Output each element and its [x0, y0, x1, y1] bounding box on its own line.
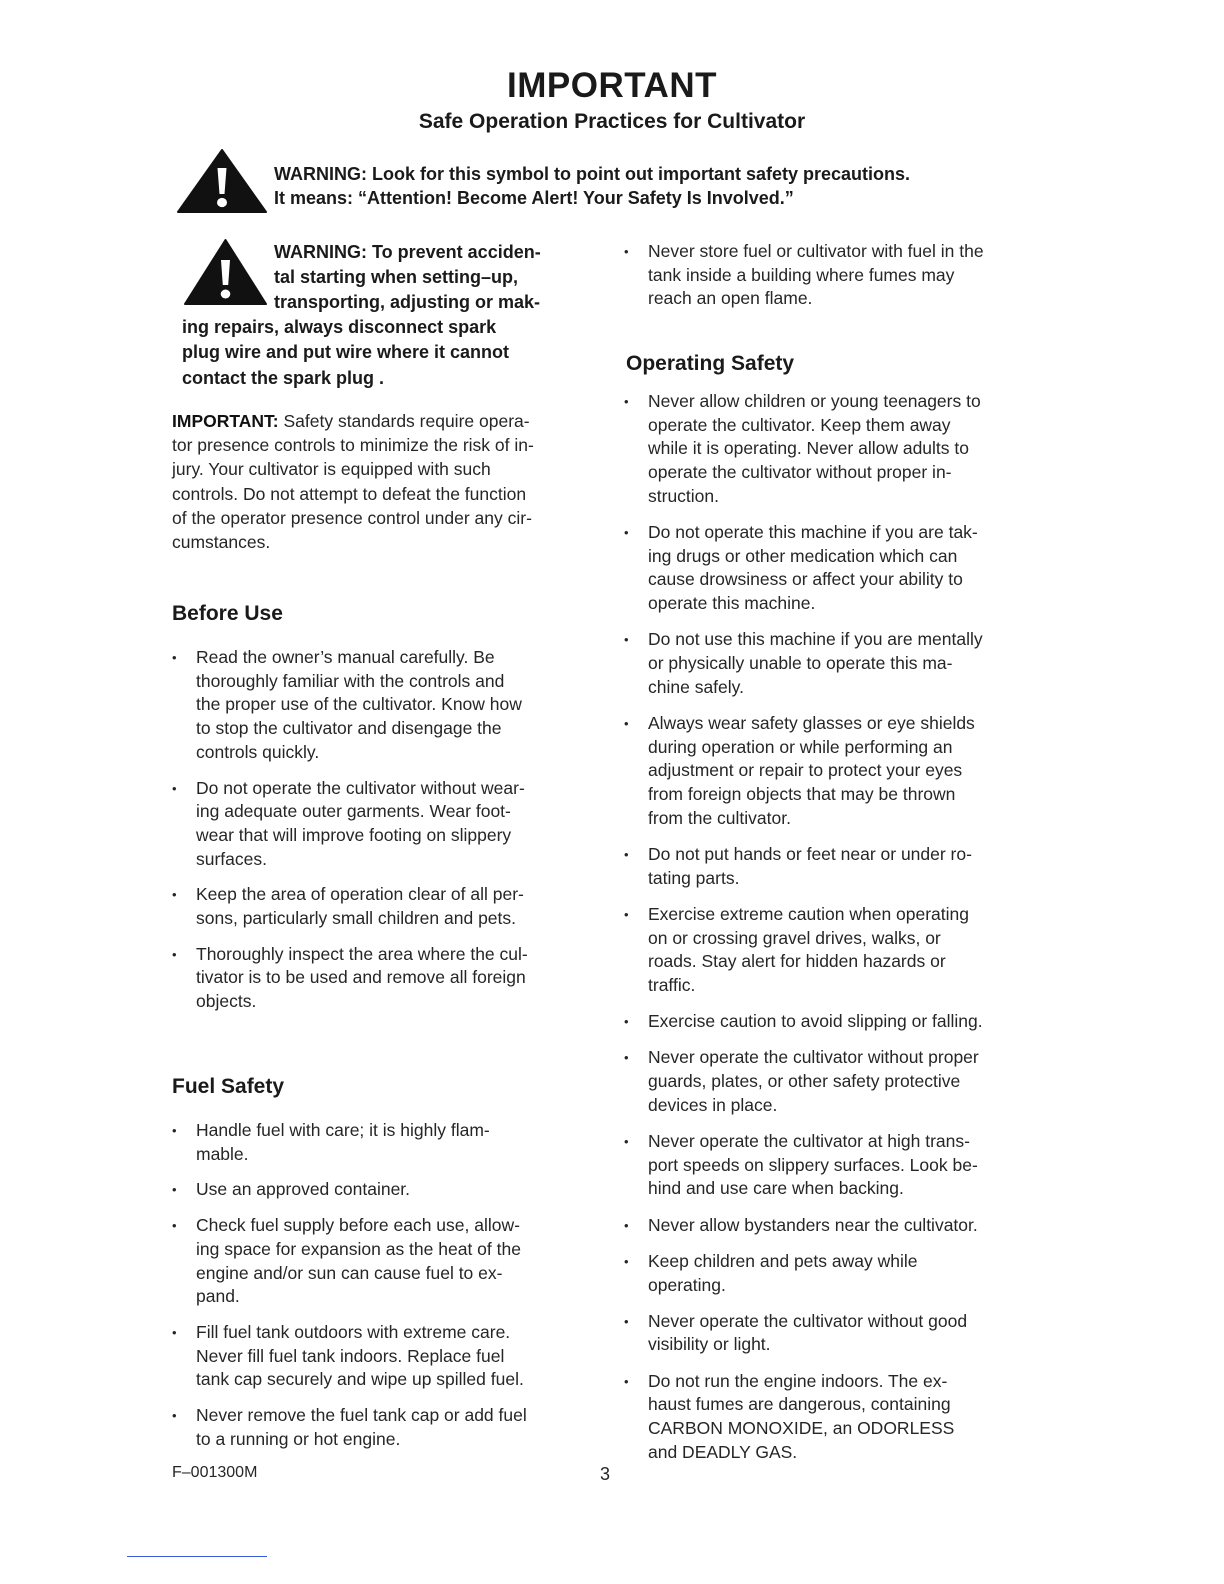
warning-symbol-notice — [274, 162, 1034, 210]
document-code: F–001300M — [172, 1464, 258, 1481]
list-item-line: cause drowsiness or affect your ability to — [648, 569, 963, 590]
list-item-line: ing drugs or other medication which can — [648, 545, 958, 566]
note-line: cumstances. — [172, 532, 271, 553]
list-item-line: or physically unable to operate this ma- — [648, 653, 953, 674]
spark-plug-warning-line: plug wire and put wire where it cannot — [182, 342, 510, 362]
operating-safety-list — [624, 390, 1064, 1464]
list-item-line: to stop the cultivator and disengage the — [196, 718, 502, 739]
list-item — [624, 1046, 1064, 1117]
list-item-line: • Never allow children or young teenagers to — [648, 391, 981, 411]
fuel-safety-list — [172, 1119, 612, 1451]
list-item-line: • Do not use this machine if you are mentally — [648, 629, 983, 650]
list-item-line: tank cap securely and wipe up spilled fuel. — [196, 1369, 524, 1390]
list-item-line: • Never remove the fuel tank cap or add fuel — [196, 1405, 527, 1426]
page-title: IMPORTANT — [507, 66, 717, 105]
list-item-line: operate the cultivator. Keep them away — [648, 414, 951, 435]
list-item-line: tank inside a building where fumes may — [648, 264, 955, 285]
page-number: 3 — [600, 1464, 611, 1484]
list-item-line: pand. — [196, 1286, 240, 1307]
list-item-line: • Read the owner’s manual carefully. Be — [196, 647, 495, 667]
warning-triangle-icon — [183, 238, 268, 306]
list-item-line: ing space for expansion as the heat of the — [196, 1238, 521, 1259]
list-item — [624, 903, 1064, 998]
list-item — [624, 1214, 1064, 1238]
list-item-line: • Handle fuel with care; it is highly flam- — [196, 1120, 490, 1140]
list-item-line: traffic. — [648, 974, 696, 995]
list-item-line: and DEADLY GAS. — [648, 1441, 798, 1462]
list-item-line: • Exercise caution to avoid slipping or falling. — [648, 1011, 983, 1032]
note-line: Safety standards require opera- — [278, 411, 530, 431]
page-subtitle: Safe Operation Practices for Cultivator — [418, 110, 806, 133]
list-item-line: reach an open flame. — [648, 288, 813, 309]
list-item — [624, 521, 1064, 616]
note-line: controls. Do not attempt to defeat the function — [172, 483, 527, 504]
list-item-line: • Never operate the cultivator at high trans- — [648, 1130, 970, 1151]
list-item-line: ing adequate outer garments. Wear foot- — [196, 801, 511, 822]
list-item-line: hind and use care when backing. — [648, 1178, 904, 1199]
list-item-line: wear that will improve footing on slippery — [196, 824, 512, 845]
list-item-line: the proper use of the cultivator. Know how — [196, 694, 522, 715]
list-item-line: • Keep the area of operation clear of all per- — [196, 884, 524, 905]
list-item-line: • Check fuel supply before each use, allow- — [196, 1215, 520, 1236]
list-item — [172, 1321, 612, 1392]
list-item-line: • Do not operate this machine if you are tak- — [648, 522, 978, 543]
fuel-safety-continued-list — [624, 240, 1064, 311]
warning-symbol-line: It means: “Attention! Become Alert! Your Safety Is Involved.” — [274, 188, 794, 208]
list-item-line: • Never operate the cultivator without good — [648, 1310, 968, 1331]
list-item-line: objects. — [196, 991, 257, 1012]
list-item-line: • Never allow bystanders near the cultivator. — [648, 1214, 978, 1235]
list-item-line: to a running or hot engine. — [196, 1428, 401, 1449]
spark-plug-warning-line: tal starting when setting–up, — [274, 267, 519, 287]
note-line: tor presence controls to minimize the risk of in- — [172, 435, 534, 456]
list-item-line: roads. Stay alert for hidden hazards or — [648, 951, 946, 972]
list-item — [172, 777, 612, 872]
list-item-line: on or crossing gravel drives, walks, or — [648, 927, 941, 948]
note-line: jury. Your cultivator is equipped with such — [172, 459, 491, 480]
list-item-line: CARBON MONOXIDE, an ODORLESS — [648, 1418, 955, 1439]
list-item — [172, 1214, 612, 1309]
list-item — [624, 1010, 1064, 1034]
list-item-line: operate the cultivator without proper in- — [648, 462, 952, 483]
spark-plug-warning-line: transporting, adjusting or mak- — [274, 292, 541, 312]
operator-presence-note — [172, 409, 602, 554]
list-item-line: • Fill fuel tank outdoors with extreme care. — [196, 1321, 511, 1342]
list-item — [624, 843, 1064, 890]
list-item — [172, 1178, 612, 1202]
section-heading-fuel-safety: Fuel Safety — [172, 1075, 285, 1098]
warning-symbol-line: WARNING: Look for this symbol to point out important safety precautions. — [274, 164, 911, 184]
list-item-line: • Do not operate the cultivator without wear- — [196, 777, 525, 798]
list-item-line: • Always wear safety glasses or eye shields — [648, 712, 975, 733]
list-item-line: struction. — [648, 485, 719, 506]
list-item-line: • Keep children and pets away while — [648, 1250, 918, 1271]
list-item — [172, 943, 612, 1014]
list-item-line: controls quickly. — [196, 741, 320, 762]
spark-plug-warning-line: ing repairs, always disconnect spark — [182, 317, 497, 337]
note-line: of the operator presence control under any cir- — [172, 507, 532, 528]
list-item-line: port speeds on slippery surfaces. Look be- — [648, 1154, 978, 1175]
list-item — [172, 1404, 612, 1451]
list-item-line: from foreign objects that may be thrown — [648, 784, 956, 805]
list-item-line: guards, plates, or other safety protective — [648, 1071, 961, 1092]
important-label: IMPORTANT: — [172, 411, 279, 431]
list-item-line: during operation or while performing an — [648, 736, 953, 757]
list-item-line: adjustment or repair to protect your eyes — [648, 760, 963, 781]
list-item — [624, 1310, 1064, 1357]
list-item-line: • Do not put hands or feet near or under ro- — [648, 843, 972, 864]
section-heading-before-use: Before Use — [172, 602, 283, 625]
list-item-line: visibility or light. — [648, 1334, 771, 1355]
list-item-line: sons, particularly small children and pets. — [196, 908, 517, 929]
section-heading-operating-safety: Operating Safety — [626, 352, 795, 375]
list-item-line: • Never operate the cultivator without proper — [648, 1047, 979, 1068]
list-item-line: • Exercise extreme caution when operating — [648, 903, 970, 924]
list-item-line: surfaces. — [196, 848, 267, 869]
list-item — [624, 240, 1064, 311]
list-item-line: • Do not run the engine indoors. The ex- — [648, 1370, 948, 1391]
list-item-line: • Never store fuel or cultivator with fuel in the — [648, 241, 984, 261]
list-item-line: engine and/or sun can cause fuel to ex- — [196, 1262, 503, 1283]
list-item-line: devices in place. — [648, 1094, 778, 1115]
list-item — [624, 390, 1064, 509]
list-item — [172, 1119, 612, 1166]
list-item-line: while it is operating. Never allow adults to — [648, 438, 969, 459]
list-item — [624, 1250, 1064, 1297]
list-item — [172, 646, 612, 765]
list-item-line: tating parts. — [648, 867, 740, 888]
list-item — [624, 1370, 1064, 1465]
list-item — [624, 1130, 1064, 1201]
warning-triangle-icon — [176, 148, 268, 214]
spark-plug-warning-line: contact the spark plug . — [182, 368, 385, 388]
list-item-line: thoroughly familiar with the controls and — [196, 670, 505, 691]
list-item — [172, 883, 612, 930]
list-item-line: • Use an approved container. — [196, 1179, 411, 1200]
list-item-line: tivator is to be used and remove all foreign — [196, 967, 526, 988]
spark-plug-warning-line: WARNING: To prevent acciden- — [274, 242, 541, 262]
list-item — [624, 628, 1064, 699]
list-item-line: • Thoroughly inspect the area where the cul- — [196, 943, 528, 964]
before-use-list — [172, 646, 612, 1014]
list-item-line: operating. — [648, 1274, 726, 1295]
list-item-line: haust fumes are dangerous, containing — [648, 1394, 951, 1415]
list-item-line: chine safely. — [648, 676, 744, 697]
footer-rule — [127, 1556, 267, 1557]
list-item-line: operate this machine. — [648, 593, 816, 614]
list-item-line: from the cultivator. — [648, 807, 791, 828]
list-item-line: Never fill fuel tank indoors. Replace fuel — [196, 1345, 505, 1366]
list-item — [624, 712, 1064, 831]
list-item-line: mable. — [196, 1143, 249, 1164]
